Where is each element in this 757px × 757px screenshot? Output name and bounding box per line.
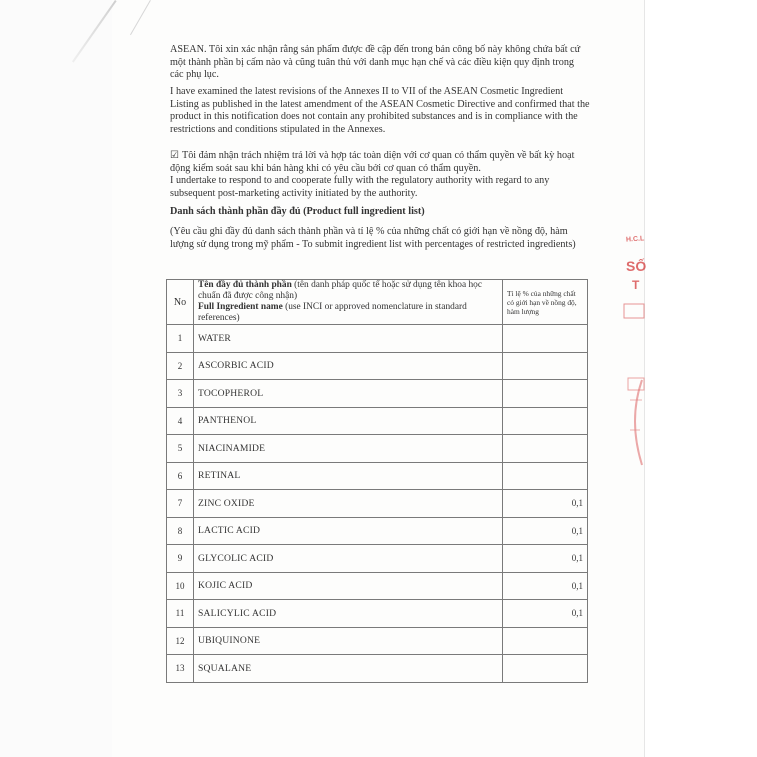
row-number: 10: [167, 572, 194, 600]
ingredient-name: TOCOPHEROL: [194, 380, 503, 408]
header-no: No: [167, 280, 194, 325]
row-number: 7: [167, 490, 194, 518]
undertaking-paragraph-en: I undertake to respond to and cooperate fully with the regulatory authority with regard to any subsequent post-marketing activity initiated by the authority.: [170, 175, 550, 199]
ingredient-percentage: 0,1: [503, 490, 588, 518]
stamp-fragment-3: T: [632, 278, 640, 292]
ingredient-name: SQUALANE: [194, 655, 503, 683]
row-number: 6: [167, 462, 194, 490]
undertaking-paragraph-vi: [170, 150, 590, 175]
ingredient-name: PANTHENOL: [194, 407, 503, 435]
ingredient-name: SALICYLIC ACID: [194, 600, 503, 628]
ingredient-name: NIACINAMIDE: [194, 435, 503, 463]
header-percentage: Tỉ lệ % của những chất có giới hạn về nồng độ, hàm lượng: [503, 280, 588, 325]
row-number: 11: [167, 600, 194, 628]
stamp-fragment-1: H.C.L: [625, 235, 645, 244]
ingredient-name: KOJIC ACID: [194, 572, 503, 600]
header-name-vi-bold: Tên đầy đủ thành phần: [198, 280, 292, 290]
ingredient-percentage: 0,1: [503, 600, 588, 628]
ingredient-name: LACTIC ACID: [194, 517, 503, 545]
header-ingredient-name: [194, 280, 503, 325]
row-number: 12: [167, 627, 194, 655]
ingredient-percentage: [503, 352, 588, 380]
ingredient-name: WATER: [194, 325, 503, 353]
ingredient-percentage: [503, 435, 588, 463]
ingredient-list-note: (Yêu cầu ghi đầy đủ danh sách thành phần và tỉ lệ % của những chất có giới hạn về nồng độ, hàm lượng sử dụng trong mỹ phẩm - To submit ingredient list with percentages of restricted ingredients): [170, 226, 576, 250]
table-header-row: [167, 280, 588, 325]
ingredient-percentage: 0,1: [503, 517, 588, 545]
ingredient-percentage: [503, 407, 588, 435]
row-number: 13: [167, 655, 194, 683]
red-stamp-seal: [622, 300, 646, 470]
table-row: [167, 600, 588, 628]
row-number: 2: [167, 352, 194, 380]
header-name-vi-rest: (tên danh pháp quốc tế hoặc sử dụng tên khoa học chuẩn đã được công nhận): [198, 280, 482, 301]
declaration-paragraph-vi: ASEAN. Tôi xin xác nhận rằng sản phẩm được đề cập đến trong bản công bố này không chứa bất cứ một thành phần bị cấm nào và cũng tuân thủ với danh mục hạn chế và các điều kiện quy định trong các phụ lục.: [170, 44, 581, 81]
ingredient-name: UBIQUINONE: [194, 627, 503, 655]
stamp-fragment-2: SỐ: [626, 258, 647, 274]
ingredient-percentage: 0,1: [503, 572, 588, 600]
table-row: [167, 627, 588, 655]
ingredient-name: ASCORBIC ACID: [194, 352, 503, 380]
table-row: [167, 517, 588, 545]
row-number: 8: [167, 517, 194, 545]
ingredient-percentage: [503, 462, 588, 490]
row-number: 5: [167, 435, 194, 463]
table-row: [167, 325, 588, 353]
undertaking-text-vi: Tôi đảm nhận trách nhiệm trả lời và hợp tác toàn diện với cơ quan có thẩm quyền về bất kỳ hoạt động kiểm soát sau khi bán hàng khi có yêu cầu bởi cơ quan có thẩm quyền.: [170, 150, 575, 174]
table-row: [167, 407, 588, 435]
ingredient-percentage: [503, 627, 588, 655]
row-number: 3: [167, 380, 194, 408]
row-number: 1: [167, 325, 194, 353]
row-number: 9: [167, 545, 194, 573]
ingredient-name: RETINAL: [194, 462, 503, 490]
page-margin: [645, 0, 757, 757]
header-name-en-bold: Full Ingredient name: [198, 302, 283, 312]
table-row: [167, 545, 588, 573]
row-number: 4: [167, 407, 194, 435]
ingredient-name: ZINC OXIDE: [194, 490, 503, 518]
table-row: [167, 462, 588, 490]
table-row: [167, 490, 588, 518]
ingredient-percentage: 0,1: [503, 545, 588, 573]
ingredient-list-heading: Danh sách thành phần đầy đủ (Product full ingredient list): [170, 206, 425, 217]
table-row: [167, 380, 588, 408]
ingredient-percentage: [503, 380, 588, 408]
table-row: [167, 572, 588, 600]
table-row: [167, 655, 588, 683]
header-name-en-rest: (use INCI or approved nomenclature in standard references): [198, 302, 467, 323]
ingredient-name: GLYCOLIC ACID: [194, 545, 503, 573]
checkbox-checked-icon: ☑: [170, 150, 179, 161]
ingredient-percentage: [503, 655, 588, 683]
declaration-paragraph-en: I have examined the latest revisions of the Annexes II to VII of the ASEAN Cosmetic Ingredient Listing as published in the latest amendment of the ASEAN Cosmetic Directive and confirmed that the product in this notification does not contain any prohibited substances and is in compliance with the restrictions and conditions stipulated in the Annexes.: [170, 86, 590, 135]
table-row: [167, 435, 588, 463]
ingredient-table: [166, 279, 588, 683]
table-row: [167, 352, 588, 380]
ingredient-percentage: [503, 325, 588, 353]
